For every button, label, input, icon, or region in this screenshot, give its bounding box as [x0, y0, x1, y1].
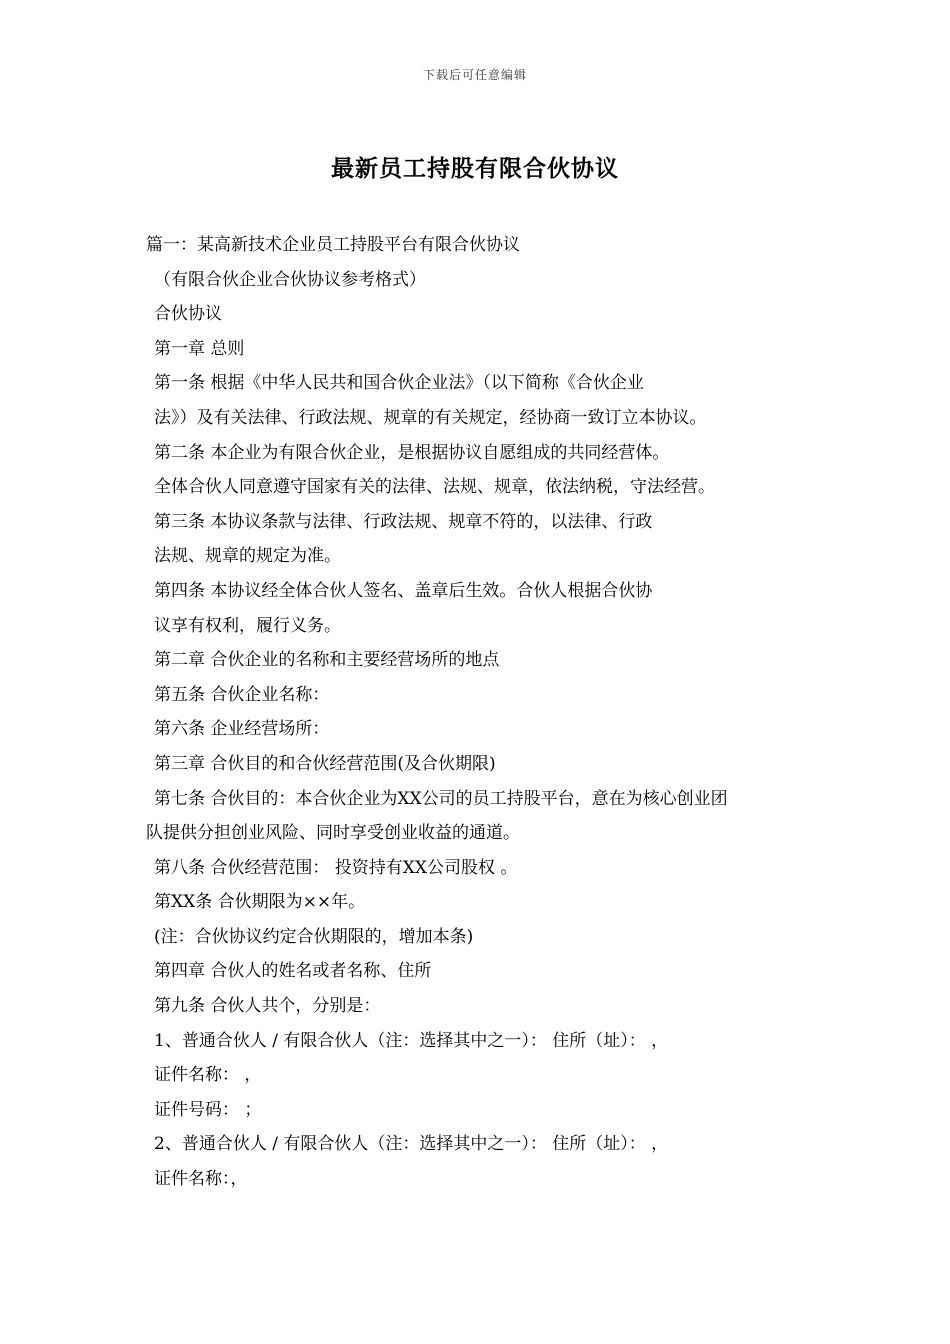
body-line: 证件名称：，: [154, 1169, 248, 1190]
body-line: 第三章 合伙目的和合伙经营范围(及合伙期限): [154, 753, 496, 774]
body-line: 证件号码： ；: [154, 1099, 262, 1120]
body-line: 第一条 根据《中华人民共和国合伙企业法》（以下简称《合伙企业: [154, 373, 644, 394]
body-line: 第四章 合伙人的姓名或者名称、住所: [154, 961, 432, 982]
body-line: 议享有权利，履行义务。: [154, 615, 341, 636]
body-line: 合伙协议: [154, 304, 222, 325]
body-line: 第六条 企业经营场所：: [154, 719, 330, 740]
body-line: 队提供分担创业风险、同时享受创业收益的通道。: [146, 823, 520, 844]
body-line: 1、普通合伙人 / 有限合伙人（注：选择其中之一）： 住所（址）： ，: [154, 1030, 669, 1051]
body-line: 第一章 总则: [154, 338, 245, 359]
body-line: 第七条 合伙目的：本合伙企业为XX公司的员工持股平台，意在为核心创业团: [154, 788, 728, 809]
body-line: 第XX条 合伙期限为××年。: [154, 892, 366, 913]
body-line: 第二条 本企业为有限合伙企业，是根据协议自愿组成的共同经营体。: [154, 442, 670, 463]
body-line: 2、普通合伙人 / 有限合伙人（注：选择其中之一）： 住所（址）： ，: [154, 1134, 669, 1155]
body-line: (注：合伙协议约定合伙期限的，增加本条): [154, 926, 474, 947]
body-line: 全体合伙人同意遵守国家有关的法律、法规、规章，依法纳税，守法经营。: [154, 477, 715, 498]
header-note: 下载后可任意编辑: [422, 68, 527, 82]
document-title: 最新员工持股有限合伙协议: [331, 156, 619, 182]
body-line: 法规、规章的规定为准。: [154, 546, 341, 567]
body-line: （有限合伙企业合伙协议参考格式）: [154, 269, 426, 290]
body-line: 第八条 合伙经营范围： 投资持有XX公司股权 。: [154, 857, 518, 878]
body-line: 证件名称： ，: [154, 1065, 262, 1086]
body-line: 篇一：某高新技术企业员工持股平台有限合伙协议: [146, 235, 520, 255]
body-line: 法》）及有关法律、行政法规、规章的有关规定，经协商一致订立本协议。: [154, 407, 707, 428]
body-line: 第二章 合伙企业的名称和主要经营场所的地点: [154, 650, 500, 671]
body-line: 第九条 合伙人共个，分别是：: [154, 996, 381, 1017]
body-line: 第三条 本协议条款与法律、行政法规、规章不符的，以法律、行政: [154, 511, 653, 532]
body-line: 第四条 本协议经全体合伙人签名、盖章后生效。合伙人根据合伙协: [154, 580, 653, 601]
body-line: 第五条 合伙企业名称：: [154, 684, 330, 705]
document-body: [146, 228, 826, 1197]
